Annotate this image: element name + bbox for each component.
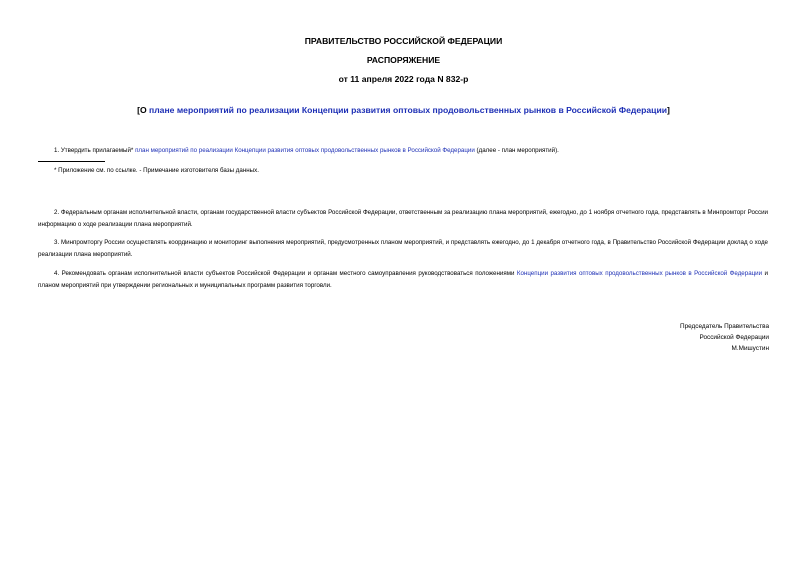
signature-position: Председатель Правительства: [680, 323, 769, 330]
title-prefix: О: [139, 105, 150, 115]
paragraph-2: [38, 207, 768, 230]
paragraph-3-text: 3. Минпромторгу России осуществлять координацию и мониторинг выполнения мероприятий, предусмотренных планом мероприятий, и представлять ежегодно, до 1 декабря отчетного года, в Правительство Российской Федерации доклад о ходе реализации плана мероприятий.: [38, 239, 768, 258]
signature-name: М.Мишустин: [731, 345, 769, 352]
paragraph-1-text: 1. Утвердить прилагаемый*: [54, 147, 134, 154]
plan-link[interactable]: план мероприятий по реализации Концепции развития оптовых продовольственных рынков в Российской Федерации: [135, 147, 475, 154]
document-date-number: от 11 апреля 2022 года N 832-р: [338, 74, 469, 84]
document-type-heading: РАСПОРЯЖЕНИЕ: [366, 55, 441, 65]
government-heading: ПРАВИТЕЛЬСТВО РОССИЙСКОЙ ФЕДЕРАЦИИ: [304, 36, 503, 46]
title-link[interactable]: плане мероприятий по реализации Концепции развития оптовых продовольственных рынков в Российской Федерации: [149, 105, 668, 115]
footnote-divider: [38, 161, 105, 162]
concept-link[interactable]: Концепции развития оптовых продовольственных рынков в Российской Федерации: [516, 270, 763, 277]
paragraph-4: [38, 268, 768, 291]
paragraph-3: [38, 237, 768, 260]
paragraph-4-text: 4. Рекомендовать органам исполнительной власти субъектов Российской Федерации и органам местного самоуправления руководствоваться положениями: [54, 270, 517, 277]
paragraph-4-tail: и планом мероприятий при утверждении региональных и муниципальных программ развития торговли.: [38, 270, 768, 289]
footnote: * Приложение см. по ссылке. - Примечание изготовителя базы данных.: [54, 167, 259, 174]
title-bracket-open: [: [137, 105, 140, 115]
document-title: [0, 105, 807, 116]
title-bracket-close: ]: [667, 105, 670, 115]
signature-organization: Российской Федерации: [699, 334, 769, 341]
signature-block: [569, 321, 769, 354]
paragraph-2-text: 2. Федеральным органам исполнительной власти, органам государственной власти субъектов Российской Федерации, ответственным за реализацию плана мероприятий, ежегодно, до 1 ноября отчетного года, представлять в Минпромторг России информацию о ходе реализации плана мероприятий.: [38, 209, 768, 228]
paragraph-1-tail: (далее - план мероприятий).: [474, 147, 559, 154]
paragraph-1: [38, 145, 768, 157]
